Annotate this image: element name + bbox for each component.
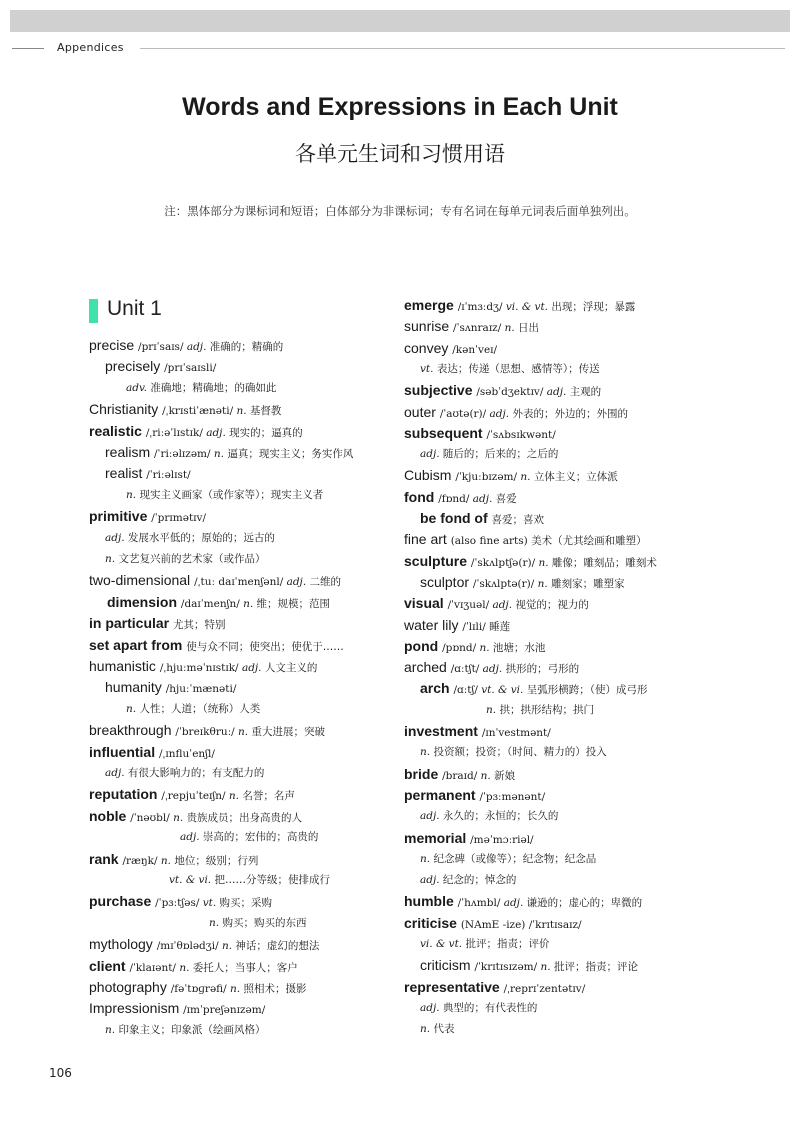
headword: be fond of <box>420 510 492 526</box>
part-of-speech: adj. <box>420 448 443 461</box>
part-of-speech: n. <box>238 726 252 739</box>
part-of-speech: n. <box>520 471 534 484</box>
definition: 拱形的；弓形的 <box>505 663 580 676</box>
phonetic: /pɒnd/ <box>442 641 480 654</box>
definition: 睡莲 <box>489 620 511 633</box>
vocab-entry <box>89 959 298 975</box>
phonetic: /ˈkjuːbɪzəm/ <box>455 471 521 484</box>
vocab-entry <box>105 359 216 375</box>
part-of-speech: n. <box>105 553 119 565</box>
part-of-speech: n. <box>160 854 175 867</box>
definition: 视觉的；视力的 <box>515 599 589 612</box>
phonetic: /ˈprɪmətɪv/ <box>151 512 206 525</box>
part-of-speech: n. <box>126 702 140 715</box>
vocab-entry <box>126 702 260 716</box>
vocab-entry <box>89 980 307 996</box>
phonetic: /ˌɪnfluˈenʃl/ <box>159 747 215 760</box>
headword: Impressionism <box>89 1000 184 1017</box>
definition: 准确地；精确地；的确如此 <box>150 381 277 394</box>
phonetic: /braɪd/ <box>442 769 481 782</box>
headword: water lily <box>404 616 463 633</box>
definition: 文艺复兴前的艺术家（或作品） <box>118 553 266 565</box>
phonetic: /prɪˈsaɪs/ <box>138 341 187 353</box>
vocab-entry <box>420 937 549 951</box>
phonetic: /ˈpɜːtʃəs/ <box>155 897 203 910</box>
definition: 投资额；投资；（时间、精力的）投入 <box>433 746 607 759</box>
headword: realism <box>105 444 155 460</box>
part-of-speech: n. <box>105 1023 119 1036</box>
phonetic: /ˈlɪli/ <box>462 620 490 633</box>
part-of-speech: n. <box>420 746 434 759</box>
headword: convey <box>404 339 453 356</box>
vocab-entry <box>89 787 295 803</box>
part-of-speech: n. <box>420 852 434 865</box>
vocab-entry <box>404 468 618 484</box>
part-of-speech: adj. <box>105 531 128 544</box>
vocab-entry <box>89 937 319 953</box>
vocab-entry <box>105 766 264 780</box>
definition: 出现；浮现；暴露 <box>551 301 636 313</box>
vocab-entry <box>105 466 191 482</box>
vocab-entry <box>404 298 635 314</box>
part-of-speech: adj. <box>420 1001 443 1014</box>
vocab-entry <box>89 402 281 418</box>
phonetic: /kənˈveɪ/ <box>452 343 498 356</box>
vocab-entry <box>126 488 323 502</box>
part-of-speech: n. <box>236 405 250 418</box>
definition: 崇高的；宏伟的；高贵的 <box>202 831 319 844</box>
vocab-entry <box>404 894 642 910</box>
phonetic: /ˈbreɪkθruː/ <box>175 726 239 739</box>
headword: fine art <box>404 531 451 548</box>
definition: 呈弧形横跨；（使）成弓形 <box>526 684 648 697</box>
part-of-speech: n. <box>179 961 193 974</box>
phonetic: /ˈkrɪtɪsɪzəm/ <box>474 961 541 974</box>
vocab-entry <box>89 638 344 654</box>
definition: 神话；虚幻的想法 <box>235 940 320 953</box>
page-number: 106 <box>49 1066 72 1080</box>
definition: 准确的；精确的 <box>209 341 284 353</box>
vocab-entry <box>404 426 556 442</box>
vocab-entry <box>420 1001 537 1015</box>
headword: primitive <box>89 508 152 525</box>
definition: 地位；级别；行列 <box>174 854 259 867</box>
definition: 拱；拱形结构；拱门 <box>499 703 594 716</box>
headword: criticise <box>404 914 461 931</box>
headword: criticism <box>420 957 475 974</box>
definition: 喜爱 <box>495 492 517 505</box>
definition: 重大进展；突破 <box>251 726 325 739</box>
definition: 永久的；永恒的；长久的 <box>442 810 559 823</box>
headword: set apart from <box>89 636 187 653</box>
headword: humanistic <box>89 658 160 674</box>
vocab-entry <box>89 723 325 739</box>
part-of-speech: n. <box>243 597 257 610</box>
part-of-speech: adj. <box>186 341 210 353</box>
phonetic: /ræŋk/ <box>122 854 161 867</box>
part-of-speech: adj. <box>492 599 516 612</box>
headword: Christianity <box>89 401 163 418</box>
part-of-speech: vi. & vt. <box>420 938 466 950</box>
vocab-entry <box>105 531 275 545</box>
phonetic: /ɪˈmɜːdʒ/ <box>457 301 506 313</box>
vocab-entry <box>404 724 551 740</box>
page-title-en: Words and Expressions in Each Unit <box>182 93 618 121</box>
phonetic: /mɪˈθɒlədʒi/ <box>156 940 222 953</box>
definition: 日出 <box>518 322 540 335</box>
headword: investment <box>404 723 482 739</box>
headword: representative <box>404 978 504 995</box>
definition: 纪念的；悼念的 <box>442 874 517 887</box>
vocab-entry <box>105 680 236 696</box>
definition: 委托人；当事人；客户 <box>192 961 298 974</box>
definition: 表达；传递（思想、感情等）；传送 <box>436 362 600 375</box>
headword: reputation <box>89 786 162 803</box>
definition: 美术（尤其绘画和雕塑） <box>531 535 647 548</box>
definition: 印象主义；印象派（绘画风格） <box>118 1023 266 1036</box>
part-of-speech: vt. & vi. <box>169 874 215 886</box>
definition: 维；规模；范围 <box>256 597 331 610</box>
part-of-speech: adj. <box>420 810 443 823</box>
phonetic: /ˈskʌlptʃə(r)/ <box>470 556 539 569</box>
vocab-entry <box>420 1022 454 1036</box>
phonetic: /ˈskʌlptə(r)/ <box>472 577 538 590</box>
vocab-entry <box>404 916 582 932</box>
headword: rank <box>89 850 123 867</box>
vocab-entry <box>89 659 317 675</box>
part-of-speech: n. <box>230 983 244 995</box>
part-of-speech: adj. <box>105 767 128 779</box>
phonetic: /ˈklaɪənt/ <box>129 961 180 974</box>
headword: visual <box>404 595 448 612</box>
definition: 有很大影响力的；有支配力的 <box>127 767 265 779</box>
vocab-entry <box>180 830 318 844</box>
vocab-entry <box>404 980 585 996</box>
phonetic: /ɪnˈvestmənt/ <box>481 727 551 739</box>
phonetic: /ˈhʌmbl/ <box>457 897 504 910</box>
vocab-entry <box>404 831 534 847</box>
vocab-entry <box>420 447 558 461</box>
part-of-speech: n. <box>221 940 236 953</box>
part-of-speech: n. <box>173 811 187 824</box>
definition: 现实主义画家（或作家等）；现实主义者 <box>139 488 324 501</box>
definition: 使与众不同；使突出；使优于…… <box>186 640 344 653</box>
part-of-speech: n. <box>228 790 243 803</box>
definition: 逼真；现实主义；务实作风 <box>227 448 354 460</box>
vocab-entry <box>420 809 558 823</box>
vocab-entry <box>404 618 510 634</box>
part-of-speech: vi. & vt. <box>505 301 552 313</box>
part-of-speech: adj. <box>546 386 570 399</box>
part-of-speech: adj. <box>206 426 230 439</box>
headword: sunrise <box>404 318 454 335</box>
phonetic: /ɪmˈpreʃənɪzəm/ <box>183 1004 266 1017</box>
headword: precisely <box>105 358 165 375</box>
definition: 喜爱；喜欢 <box>491 514 545 526</box>
definition: 纪念碑（或像等）；纪念物；纪念品 <box>433 852 597 865</box>
headword: client <box>89 957 130 974</box>
definition: 贵族成员；出身高贵的人 <box>186 811 303 824</box>
phonetic: /ˌkrɪstiˈænəti/ <box>162 405 237 418</box>
part-of-speech: adj. <box>286 576 310 589</box>
definition: 照相术；摄影 <box>243 983 307 995</box>
headword: photography <box>89 979 171 995</box>
definition: 把……分等级；使排成行 <box>214 874 330 886</box>
phonetic: /səbˈdʒektɪv/ <box>476 386 547 399</box>
vocab-entry <box>420 575 625 591</box>
phonetic: /ɑːtʃt/ <box>450 663 483 676</box>
headword: sculpture <box>404 552 471 569</box>
phonetic: (also fine arts) <box>450 535 532 548</box>
headword: precise <box>89 337 139 353</box>
headword: noble <box>89 807 131 824</box>
definition: 主观的 <box>569 386 602 399</box>
phonetic: /məˈmɔːriəl/ <box>470 833 534 846</box>
headword: subjective <box>404 382 477 399</box>
section-label: Appendices <box>57 41 124 54</box>
vocab-entry <box>89 509 206 525</box>
headword: emerge <box>404 297 458 313</box>
definition: 随后的；后来的；之后的 <box>442 448 559 461</box>
phonetic: /ˌrepjuˈteɪʃn/ <box>161 790 229 803</box>
phonetic: /ˈvɪʒuəl/ <box>447 599 493 612</box>
part-of-speech: vt. & vi. <box>481 684 527 697</box>
part-of-speech: n. <box>540 961 554 974</box>
definition: 现实的；逼真的 <box>229 426 303 439</box>
unit-marker <box>89 299 98 323</box>
phonetic: /ˈsʌbsɪkwənt/ <box>486 428 556 441</box>
definition: 雕刻家；雕塑家 <box>551 577 625 590</box>
vocab-entry <box>420 958 638 974</box>
vocab-entry <box>404 767 515 783</box>
part-of-speech: vt. <box>420 362 437 375</box>
headword: bride <box>404 765 443 782</box>
part-of-speech: n. <box>479 641 493 654</box>
vocab-entry <box>404 660 579 676</box>
vocab-entry <box>404 554 657 570</box>
part-of-speech: n. <box>486 703 500 716</box>
headword: memorial <box>404 829 471 846</box>
phonetic: /ˈaʊtə(r)/ <box>439 407 490 420</box>
part-of-speech: adj. <box>489 407 513 420</box>
phonetic: /ˈriːəlɪzəm/ <box>154 448 214 460</box>
vocab-entry <box>209 916 306 930</box>
phonetic: /ɑːtʃ/ <box>453 684 482 697</box>
headword: mythology <box>89 936 157 953</box>
phonetic: /hjuːˈmænəti/ <box>165 683 237 696</box>
unit-heading: Unit 1 <box>107 297 162 320</box>
vocab-entry <box>420 745 607 759</box>
headword: realist <box>105 465 147 482</box>
part-of-speech: vt. <box>202 897 220 910</box>
part-of-speech: n. <box>420 1023 434 1036</box>
vocab-entry <box>404 319 539 335</box>
vocab-entry <box>420 852 596 866</box>
vocab-entry <box>404 383 601 399</box>
phonetic: /daɪˈmenʃn/ <box>180 597 244 610</box>
part-of-speech: n. <box>504 322 519 335</box>
definition: 立体主义；立体派 <box>533 471 618 484</box>
vocab-entry <box>404 490 517 506</box>
headword: influential <box>89 743 159 760</box>
vocab-entry <box>105 445 353 461</box>
definition: 人文主义的 <box>264 662 318 674</box>
headword: arch <box>420 680 454 697</box>
headword: fond <box>404 488 439 505</box>
vocab-entry <box>89 1001 265 1017</box>
phonetic: /ˌreprɪˈzentətɪv/ <box>503 982 586 995</box>
phonetic: /prɪˈsaɪsli/ <box>164 362 217 375</box>
part-of-speech: n. <box>537 577 552 590</box>
phonetic: /ˈriːəlɪst/ <box>146 469 191 482</box>
part-of-speech: n. <box>126 488 140 501</box>
vocab-entry <box>404 639 545 655</box>
part-of-speech: adj. <box>503 897 527 910</box>
vocab-entry <box>89 852 258 868</box>
definition: 基督教 <box>249 405 282 418</box>
part-of-speech: n. <box>538 556 552 569</box>
header-rule-right <box>140 48 785 49</box>
vocab-entry <box>89 573 341 589</box>
headword: subsequent <box>404 424 487 441</box>
headword: sculptor <box>420 573 473 590</box>
definition: 池塘；水池 <box>492 641 546 654</box>
vocab-entry <box>89 745 215 761</box>
part-of-speech: adj. <box>180 831 203 844</box>
headword: outer <box>404 403 440 420</box>
phonetic: /ˈnəʊbl/ <box>130 811 174 824</box>
part-of-speech: n. <box>209 916 223 929</box>
header-rule-left <box>12 48 44 49</box>
definition: 代表 <box>433 1023 455 1036</box>
page-title-zh: 各单元生词和习惯用语 <box>295 142 505 166</box>
phonetic: /ˌriːəˈlɪstɪk/ <box>145 426 207 439</box>
vocab-entry <box>420 681 647 697</box>
vocab-entry <box>404 788 545 804</box>
vocab-entry <box>89 809 302 825</box>
definition: 新娘 <box>494 769 516 782</box>
part-of-speech: adv. <box>126 381 151 394</box>
headword: humble <box>404 893 458 910</box>
definition: 购买；购买的东西 <box>222 916 307 929</box>
headword: breakthrough <box>89 722 176 739</box>
headword: realistic <box>89 422 146 439</box>
headword: in particular <box>89 615 174 632</box>
definition: 谦逊的；虚心的；卑微的 <box>526 897 643 910</box>
vocab-entry <box>486 703 594 717</box>
vocab-entry <box>169 873 330 887</box>
vocab-entry <box>126 381 276 395</box>
vocab-entry <box>404 341 497 357</box>
legend-note: 注：黑体部分为课标词和短语；白体部分为非课标词；专有名词在每单元词表后面单独列出。 <box>164 204 636 218</box>
definition: 发展水平低的；原始的；远古的 <box>127 531 275 544</box>
vocab-entry <box>89 338 283 354</box>
headword: dimension <box>107 593 181 610</box>
vocab-entry <box>89 894 272 910</box>
headword: permanent <box>404 786 480 803</box>
definition: 尤其；特别 <box>173 619 226 632</box>
vocab-entry <box>89 616 226 632</box>
definition: 雕像；雕刻品；雕刻术 <box>551 556 657 569</box>
vocab-entry <box>404 532 647 548</box>
top-band <box>10 10 790 32</box>
headword: Cubism <box>404 467 456 484</box>
definition: 购买；采购 <box>219 897 273 910</box>
vocab-entry <box>404 596 589 612</box>
definition: 二维的 <box>309 576 341 589</box>
phonetic: /fəˈtɒɡrəfi/ <box>170 983 231 995</box>
vocab-entry <box>420 362 600 376</box>
phonetic: /ˌhjuːməˈnɪstɪk/ <box>159 662 242 674</box>
definition: 人性；人道；（统称）人类 <box>139 702 261 715</box>
vocab-entry <box>105 1023 265 1037</box>
headword: two-dimensional <box>89 572 195 589</box>
definition: 名誉；名声 <box>242 790 295 803</box>
part-of-speech: adj. <box>482 663 506 676</box>
part-of-speech: adj. <box>472 492 496 505</box>
definition: 外表的；外边的；外围的 <box>512 407 628 420</box>
headword: purchase <box>89 893 156 910</box>
phonetic: /ˈpɜːmənənt/ <box>479 790 546 803</box>
part-of-speech: adj. <box>420 874 443 887</box>
headword: pond <box>404 637 443 654</box>
part-of-speech: n. <box>213 448 228 460</box>
phonetic: /ˌtuː daɪˈmenʃənl/ <box>194 576 287 589</box>
vocab-entry <box>420 511 544 527</box>
running-header <box>0 41 800 57</box>
vocab-entry <box>105 552 265 566</box>
vocab-entry <box>420 873 516 887</box>
phonetic: /ˈsʌnraɪz/ <box>453 322 505 335</box>
definition: 典型的；有代表性的 <box>442 1001 538 1014</box>
headword: arched <box>404 659 451 676</box>
headword: humanity <box>105 679 166 696</box>
definition: 批评；指责；评论 <box>553 961 638 974</box>
vocab-entry <box>89 424 303 440</box>
vocab-entry <box>107 595 330 611</box>
vocab-entry <box>404 405 628 421</box>
phonetic: (NAmE -ize) /ˈkrɪtɪsaɪz/ <box>460 918 582 931</box>
part-of-speech: adj. <box>241 662 265 674</box>
definition: 批评；指责；评价 <box>465 938 550 950</box>
phonetic: /fɒnd/ <box>438 492 473 505</box>
part-of-speech: n. <box>480 769 495 782</box>
